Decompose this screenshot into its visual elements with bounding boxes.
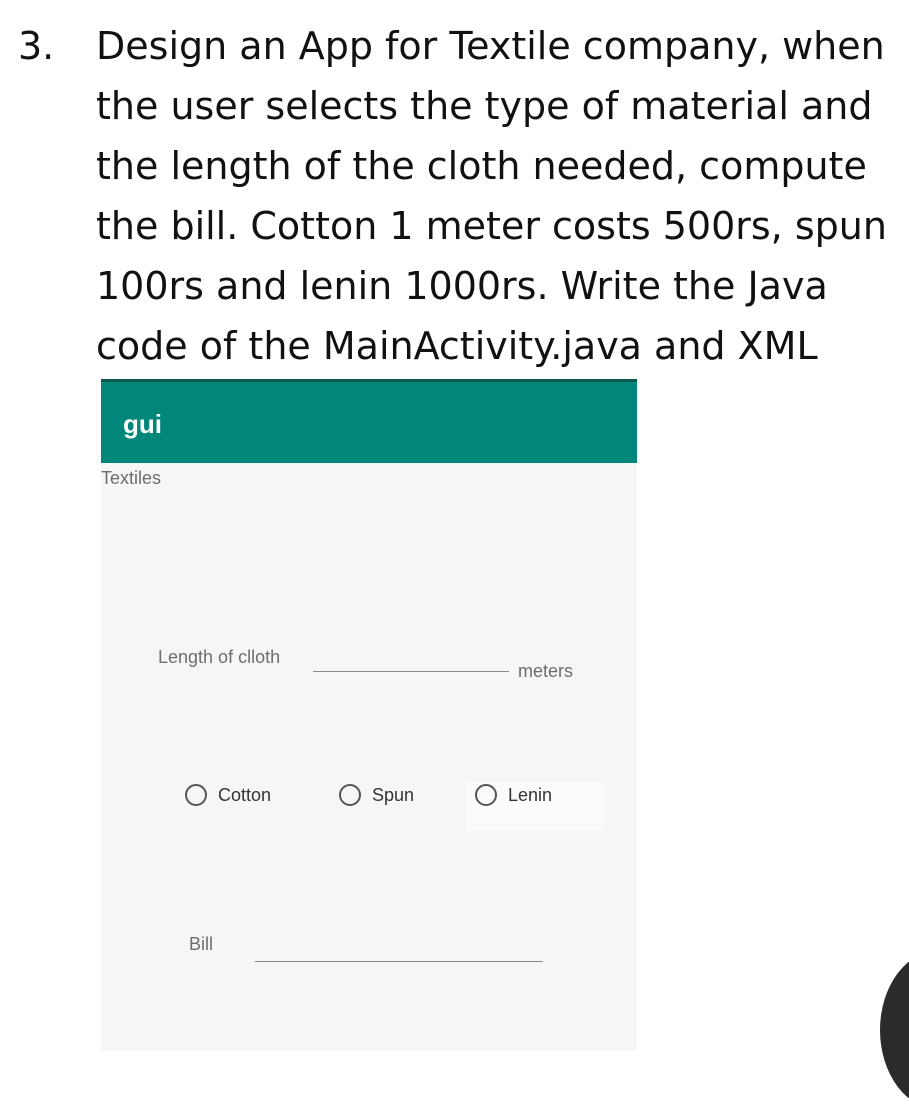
question-line: the user selects the type of material and bbox=[96, 84, 873, 128]
radio-circle-icon[interactable] bbox=[475, 784, 497, 806]
question-line: Design an App for Textile company, when bbox=[96, 24, 885, 68]
radio-label: Cotton bbox=[218, 784, 272, 805]
radio-cotton[interactable] bbox=[185, 784, 271, 806]
question-line: the length of the cloth needed, compute bbox=[96, 144, 867, 188]
length-input[interactable] bbox=[313, 649, 509, 672]
radio-circle-icon[interactable] bbox=[185, 784, 207, 806]
question-text bbox=[96, 16, 886, 376]
floating-shape bbox=[880, 950, 909, 1110]
unit-label: meters bbox=[518, 661, 574, 681]
bill-label: Bill bbox=[189, 934, 214, 954]
radio-circle-icon[interactable] bbox=[339, 784, 361, 806]
bill-input[interactable] bbox=[255, 939, 543, 962]
question-line: the bill. Cotton 1 meter costs 500rs, spun bbox=[96, 204, 887, 248]
app-title: gui bbox=[123, 409, 162, 439]
radio-lenin[interactable] bbox=[475, 784, 552, 806]
question-line: 100rs and lenin 1000rs. Write the Java bbox=[96, 264, 828, 308]
app-screenshot bbox=[101, 379, 637, 1051]
app-bar bbox=[101, 379, 637, 463]
question-number: 3. bbox=[18, 24, 55, 68]
radio-spun[interactable] bbox=[339, 784, 414, 806]
heading-label: Textiles bbox=[101, 468, 162, 488]
length-label: Length of clloth bbox=[158, 647, 281, 667]
question-line: code of the MainActivity.java and XML bbox=[96, 324, 818, 368]
radio-label: Lenin bbox=[508, 784, 553, 805]
radio-label: Spun bbox=[372, 784, 415, 805]
